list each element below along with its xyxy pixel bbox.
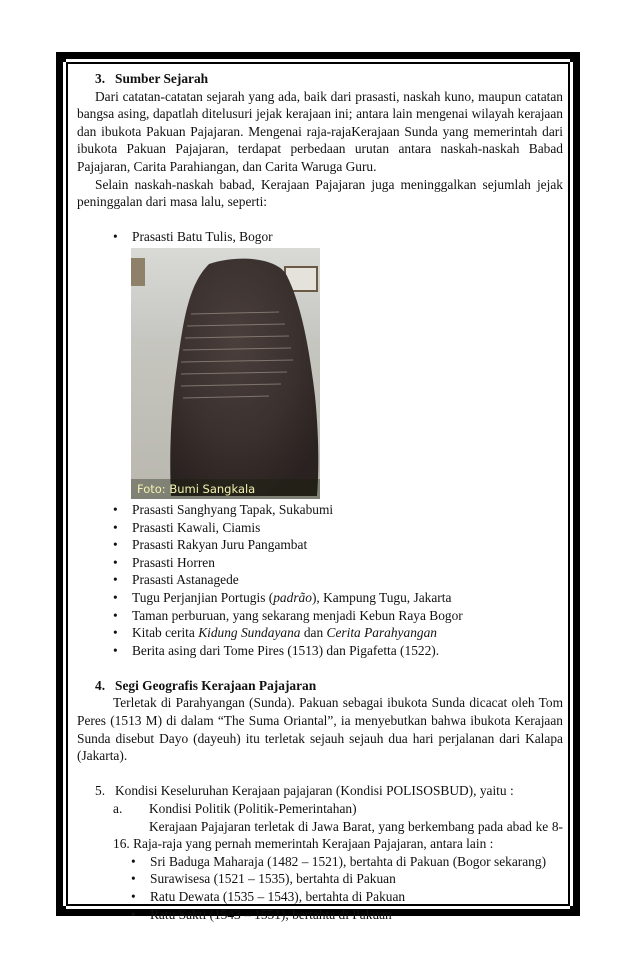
section-4-title: Segi Geografis Kerajaan Pajajaran [115,677,317,693]
list-item: • Prasasti Astanagede [77,571,563,589]
subsection-label: a. [113,801,123,817]
relic-list-first [77,228,563,246]
list-item: • Tugu Perjanjian Portugis (padrão), Kampung Tugu, Jakarta [77,589,563,607]
border-corner [570,906,580,916]
section-4-heading [95,677,563,695]
section-3-paragraph-2: Selain naskah-naskah babad, Kerajaan Pajajaran juga meninggalkan sejumlah jejak peninggalan dari masa lalu, seperti: [77,176,563,210]
section-5-number: 5. [95,783,106,799]
section-3-number: 3. [95,71,106,86]
list-item: • Sri Baduga Maharaja (1482 – 1521), bertahta di Pakuan (Bogor sekarang) [77,853,563,871]
list-item: • Prasasti Kawali, Ciamis [77,519,563,537]
list-item: • Prasasti Batu Tulis, Bogor [77,228,563,246]
border-corner [570,52,580,62]
list-item: • Prasasti Horren [77,554,563,572]
border-corner [56,906,66,916]
subsection-a-heading [113,800,563,818]
section-3-heading [95,70,563,88]
section-5-title: Kondisi Keseluruhan Kerajaan pajajaran (Kondisi POLISOSBUD), yaitu : [115,783,514,799]
document-body [77,70,563,923]
section-4-paragraph: Terletak di Parahyangan (Sunda). Pakuan sebagai ibukota Sunda dicacat oleh Tom Peres (1513 M) di dalam “The Suma Oriantal”, ia menyebutkan bahwa ibukota Kerajaan Sunda disebut Dayo (dayeuh) itu terletak sejauh sejauh dua hari perjalanan dari Kalapa (Jakarta). [77,695,563,764]
relic-list [77,501,563,659]
list-item: • Taman perburuan, yang sekarang menjadi Kebun Raya Bogor [77,607,563,625]
list-item: • Kitab cerita Kidung Sundayana dan Cerita Parahyangan [77,624,563,642]
list-item: • Ratu Sakti (1543 – 1551), bertahta di Pakuan [77,906,563,924]
subsection-a-paragraph: Kerajaan Pajajaran terletak di Jawa Barat, yang berkembang pada abad ke 8-16. Raja-raja yang pernah memerintah Kerajaan Pajajaran, antara lain : [113,818,563,852]
kings-list [77,853,563,923]
section-3-paragraph-1: Dari catatan-catatan sejarah yang ada, baik dari prasasti, naskah kuno, maupun catatan bangsa asing, dapatlah ditelusuri jejak kerajaan ini; antara lain mengenai wilayah kerajaan dan ibukota Pakuan Pajajaran. Mengenai raja-rajaKerajaan Sunda yang memerintah dari ibukota Pakuan Pajajaran, terdapat perbedaan urutan antara naskah-naskah Babad Pajajaran, Carita Parahiangan, dan Carita Waruga Guru. [77,88,563,174]
section-4-number: 4. [95,677,106,693]
list-item: • Ratu Dewata (1535 – 1543), bertahta di Pakuan [77,888,563,906]
list-item: • Berita asing dari Tome Pires (1513) dan Pigafetta (1522). [77,642,563,660]
list-item: • Prasasti Rakyan Juru Pangambat [77,536,563,554]
photo-caption: Foto: Bumi Sangkala [131,479,320,499]
inscribed-stone-image [169,256,319,496]
batu-tulis-photo [131,248,320,499]
list-item: • Prasasti Sanghyang Tapak, Sukabumi [77,501,563,519]
section-5-heading [95,782,563,800]
subsection-title: Kondisi Politik (Politik-Pemerintahan) [149,801,357,817]
section-3-title: Sumber Sejarah [115,71,209,86]
border-corner [56,52,66,62]
list-item: • Surawisesa (1521 – 1535), bertahta di Pakuan [77,870,563,888]
